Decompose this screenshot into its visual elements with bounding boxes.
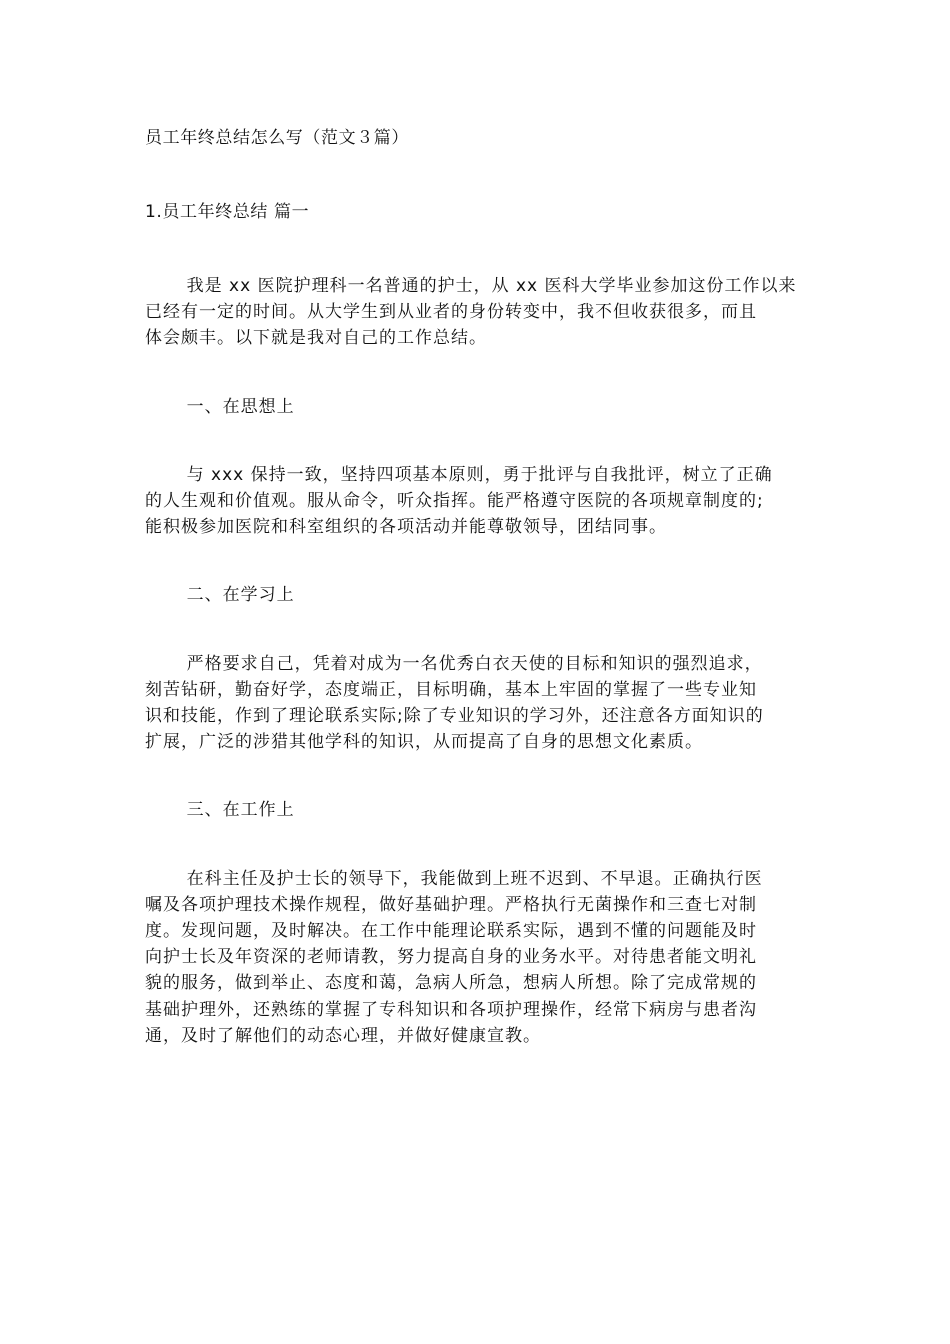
subsection-paragraph-thought: 与 xxx 保持一致，坚持四项基本原则，勇于批评与自我批评，树立了正确 的人生观和价值观。服从命令，听众指挥。能严格遵守医院的各项规章制度的; 能积极参加医院和科室组织的各项活动并能尊敬领导，团结同事。: [145, 464, 773, 538]
subsection-heading-thought: 一、在思想上: [186, 396, 295, 417]
subsection-heading-work: 三、在工作上: [186, 800, 295, 821]
document-body: [145, 273, 805, 1049]
intro-paragraph: 我是 xx 医院护理科一名普通的护士，从 xx 医科大学毕业参加这份工作以来 已经有一定的时间。从大学生到从业者的身份转变中，我不但收获很多，而且 体会颇丰。以下就是我对自己的工作总结。: [145, 276, 797, 349]
section-heading: 1.员工年终总结 篇一: [145, 202, 310, 222]
subsection-heading-study: 二、在学习上: [186, 585, 295, 606]
subsection-paragraph-study: 严格要求自己，凭着对成为一名优秀白衣天使的目标和知识的强烈追求， 刻苦钻研，勤奋好学，态度端正，目标明确，基本上牢固的掌握了一些专业知 识和技能，作到了理论联系实际;除了专业知识的学习外，还注意各方面知识的 扩展，广泛的涉猎其他学科的知识，从而提高了自身的思想文化素质。: [145, 653, 764, 753]
subsection-paragraph-work: 在科主任及护士长的领导下，我能做到上班不迟到、不早退。正确执行医 嘱及各项护理技术操作规程，做好基础护理。严格执行无菌操作和三查七对制 度。发现问题，及时解决。在工作中能理论联系实际，遇到不懂的问题能及时 向护士长及年资深的老师请教，努力提高自身的业务水平。对待患者能文明礼 貌的服务，做到举止、态度和蔼，急病人所急，想病人所想。除了完成常规的 基础护理外，还熟练的掌握了专科知识和各项护理操作，经常下病房与患者沟 通，及时了解他们的动态心理，并做好健康宣教。: [145, 868, 763, 1046]
document-title: 员工年终总结怎么写（范文３篇）: [145, 128, 409, 148]
